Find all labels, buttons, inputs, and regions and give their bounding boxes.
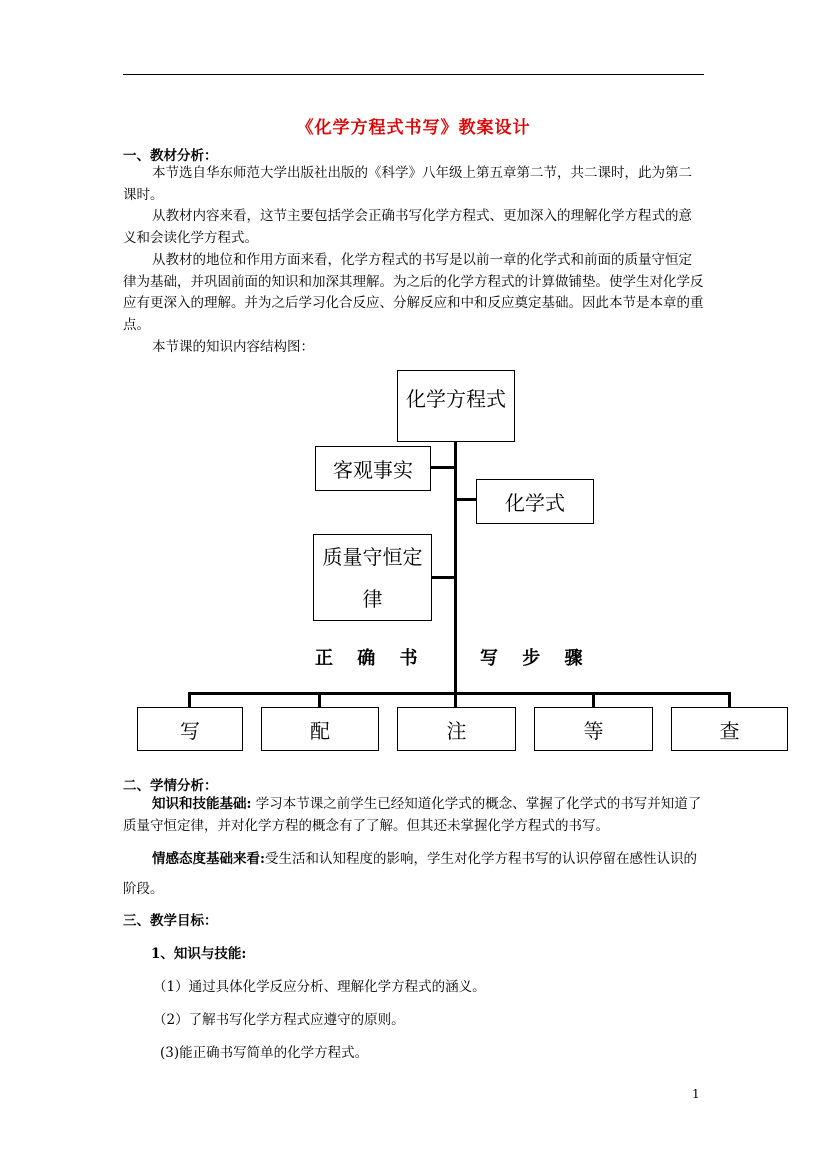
section2-knowledge	[123, 794, 704, 837]
diagram-label-right: 写 步 骤	[480, 648, 585, 669]
diagram-node-law: 质量守恒定律	[313, 534, 432, 621]
section3-item2: （2）了解书写化学方程式应遵守的原则。	[153, 1012, 405, 1028]
diagram-trunk-line	[454, 440, 457, 696]
diagram-node-formula: 化学式	[476, 479, 594, 524]
section3-item3: (3)能正确书写简单的化学方程式。	[160, 1045, 369, 1061]
page-title: 《化学方程式书写》教案设计	[296, 118, 531, 138]
diagram-node-fact: 客观事实	[315, 446, 431, 491]
section1-para2	[123, 206, 704, 249]
section3-sub1: 1、知识与技能:	[151, 946, 247, 962]
diagram-step-write: 写	[137, 707, 243, 751]
diagram-step-equal: 等	[534, 707, 653, 751]
diagram-branch-formula	[456, 498, 478, 501]
section1-para2-text: 从教材内容来看，这节主要包括学会正确书写化学方程式、更加深入的理解化学方程式的意义和会读化学方程式。	[123, 208, 692, 246]
diagram-root-node: 化学方程式	[397, 370, 515, 442]
diagram-step-connector	[318, 692, 321, 708]
section1-para1	[123, 163, 704, 206]
diagram-step-connector	[592, 692, 595, 708]
header-rule	[123, 74, 704, 75]
emotion-text: 受生活和认知程度的影响，学生对化学方程书写的认识停留在感性认识的阶段。	[123, 851, 697, 897]
section1-heading: 一、教材分析：	[123, 148, 218, 164]
diagram-branch-law	[431, 576, 456, 579]
section3-item1: （1）通过具体化学反应分析、理解化学方程式的涵义。	[153, 979, 486, 995]
section1-para3-text: 从教材的地位和作用方面来看，化学方程式的书写是以前一章的化学式和前面的质量守恒定律为基础，并巩固前面的知识和加深其理解。为之后的化学方程式的计算做铺垫。使学生对化学反应有更深入的理解。并为之后学习化合反应、分解反应和中和反应奠定基础。因此本节是本章的重点。	[123, 252, 704, 333]
diagram-step-balance: 配	[261, 707, 379, 751]
diagram-branch-fact	[430, 466, 456, 469]
section1-para4	[123, 337, 704, 359]
section1-para4-text: 本节课的知识内容结构图：	[152, 339, 314, 355]
page-number: 1	[692, 1087, 700, 1101]
emotion-label: 情感态度基础来看:	[152, 851, 265, 867]
diagram-step-connector	[728, 692, 731, 708]
knowledge-label: 知识和技能基础:	[152, 796, 252, 812]
diagram-step-check: 查	[671, 707, 788, 751]
diagram-step-connector	[454, 692, 457, 708]
diagram-label-left: 正 确 书	[315, 648, 420, 669]
section1-para3	[123, 250, 704, 336]
section2-emotion	[123, 844, 704, 904]
diagram-step-connector	[188, 692, 191, 708]
diagram-steps-bar	[188, 692, 731, 695]
knowledge-text: 学习本节课之前学生已经知道化学式的概念、掌握了化学式的书写并知道了质量守恒定律，并对化学方程的概念有了了解。但其还未掌握化学方程式的书写。	[123, 796, 702, 834]
section3-heading: 三、教学目标：	[123, 913, 218, 929]
section2-heading: 二、学情分析：	[123, 778, 218, 794]
diagram-step-annotate: 注	[397, 707, 516, 751]
section1-para1-text: 本节选自华东师范大学出版社出版的《科学》八年级上第五章第二节，共二课时，此为第二课时。	[123, 165, 692, 203]
